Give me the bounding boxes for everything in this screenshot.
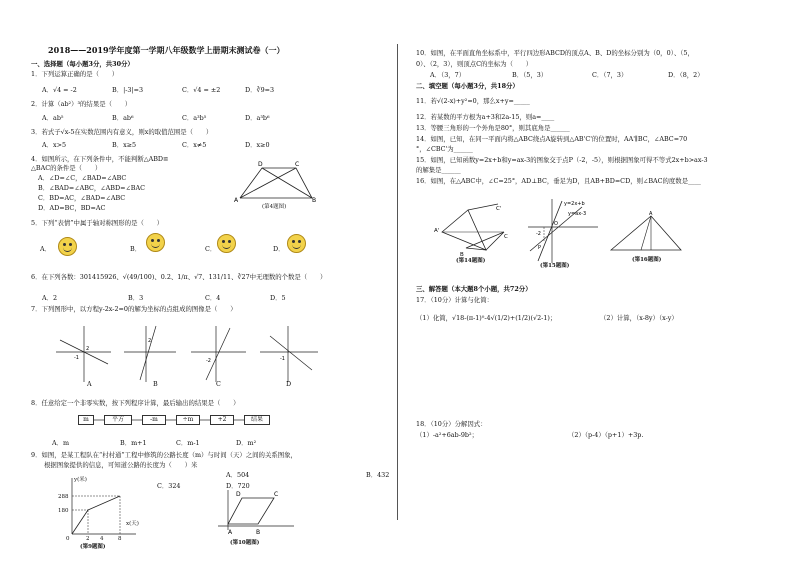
q6-option-a: A．2 xyxy=(42,294,58,302)
section-3-heading: 三、解答题（本大题8个小题，共72分） xyxy=(416,285,532,293)
q3-option-a: A．x>5 xyxy=(42,141,67,149)
q10-option-a: A．（3，7） xyxy=(430,71,466,79)
svg-text:y=2x+b: y=2x+b xyxy=(564,201,585,207)
q9-caption: (第9题图) xyxy=(80,544,106,550)
question-14: 14．如图，已知，在同一平面内将△ABC绕点A旋转到△AB'C'的位置时，AA'∥BC，∠ABC=70 xyxy=(416,135,688,143)
svg-text:B: B xyxy=(460,252,464,258)
svg-text:A': A' xyxy=(434,228,440,234)
svg-text:B: B xyxy=(312,197,317,204)
q18-part-1: （1）-a²+6ab-9b²； xyxy=(416,431,478,439)
q2-option-c: C．a³b⁵ xyxy=(182,114,207,122)
q16-figure xyxy=(605,210,685,256)
smiley-face-b-icon xyxy=(146,233,165,252)
question-12: 12．若某数的平方根为a+3和2a-15，则a=____ xyxy=(416,113,555,121)
svg-text:-2: -2 xyxy=(206,358,211,364)
q9-graph xyxy=(58,474,140,542)
svg-text:-1: -1 xyxy=(74,355,79,361)
q9-tick-0: 0 xyxy=(66,536,70,542)
q5-option-a: A． xyxy=(40,245,52,253)
question-4-cont: △BAC的条件是（ ） xyxy=(31,164,102,172)
svg-text:A: A xyxy=(234,197,239,204)
q5-option-b: B． xyxy=(130,245,142,253)
q18-part-2: （2）（p-4）（p+1）+3p. xyxy=(568,431,644,439)
question-15: 15．如图，已知函数y=2x+b和y=ax-3的图象交于点P（-2，-5），则根据图象可得不等式2x+b>ax-3 xyxy=(416,156,708,164)
svg-text:B: B xyxy=(256,529,261,536)
flow-step-result: 结果 xyxy=(244,415,270,425)
q9-option-d: D．720 xyxy=(226,482,250,490)
question-4: 4．如图所示，在下列条件中，不能判断△ABD≌ xyxy=(31,155,169,163)
question-10: 10．如图，在平面直角坐标系中，平行四边形ABCD的顶点A、B、D的坐标分别为（0，0）、（5， xyxy=(416,49,694,57)
q1-option-b: B．|-3|=3 xyxy=(112,86,144,94)
q2-option-b: B．ab⁶ xyxy=(112,114,134,122)
question-15-cont: 的解集是______ xyxy=(416,166,461,174)
q7-label-b: B xyxy=(153,380,158,388)
q5-option-c: C． xyxy=(205,245,217,253)
question-6: 6．在下列各数：301415926、√(49/100)、0.2、1/π、√7、131/11、∛27中无理数的个数是（ ） xyxy=(31,273,327,281)
q7-graph-b xyxy=(124,326,176,382)
q10-caption: (第10题图) xyxy=(230,540,260,546)
q8-option-a: A．m xyxy=(52,439,70,447)
q4-option-b: B．∠BAD=∠ABC，∠ABD=∠BAC xyxy=(38,184,145,192)
q7-label-d: D xyxy=(286,380,292,388)
q4-option-c: C．BD=AC，∠BAD=∠ABC xyxy=(38,194,126,202)
svg-text:P: P xyxy=(538,245,542,251)
q17-part-1: （1）化简，√18-(π-1)⁰-4√(1/2)+(1/2)(√2-1)； xyxy=(416,314,557,322)
question-5: 5．下列“表情”中属于轴对称图形的是（ ） xyxy=(31,219,164,227)
question-1: 1．下列运算正确的是（ ） xyxy=(31,70,119,78)
q2-option-a: A．ab⁵ xyxy=(42,114,64,122)
question-16: 16．如图，在△ABC中，∠C=25°，AD⊥BC，垂足为D，且AB+BD=CD，则∠BAC的度数是____ xyxy=(416,177,701,185)
section-2-heading: 二、填空题（每小题3分，共18分） xyxy=(416,82,519,90)
svg-text:C: C xyxy=(274,491,279,498)
q6-option-d: D．5 xyxy=(270,294,286,302)
svg-text:A: A xyxy=(649,211,653,217)
question-18: 18．（10分）分解因式： xyxy=(416,420,487,428)
svg-text:2: 2 xyxy=(148,338,152,344)
svg-text:C: C xyxy=(504,234,508,240)
question-3: 3．若式子√x-5在实数范围内有意义，则x的取值范围是（ ） xyxy=(31,128,213,136)
svg-text:-1: -1 xyxy=(280,356,285,362)
question-14-cont: °，∠CBC'为______ xyxy=(416,145,473,153)
q7-label-a: A xyxy=(87,380,92,388)
flow-step-square: 平方 xyxy=(104,415,132,425)
q3-option-c: C．x≠5 xyxy=(182,141,207,149)
svg-text:2: 2 xyxy=(86,346,90,352)
q3-option-d: D．x≥0 xyxy=(245,141,270,149)
smiley-face-d-icon xyxy=(287,234,306,253)
question-7: 7．下列图形中，以方程y-2x-2=0的解为坐标的点组成的图像是（ ） xyxy=(31,305,237,313)
q2-option-d: D．a³b⁶ xyxy=(245,114,270,122)
smiley-face-c-icon xyxy=(217,234,236,253)
q16-caption: (第16题图) xyxy=(632,257,662,263)
q4-option-d: D．AD=BC，BD=AC xyxy=(38,204,106,212)
q6-option-b: B．3 xyxy=(128,294,144,302)
flow-step-divide-m: ÷m xyxy=(176,415,200,425)
question-10-cont: 0）、（2，3），则顶点C的坐标为（ ） xyxy=(416,60,533,68)
smiley-face-a-icon xyxy=(58,237,77,256)
svg-text:O: O xyxy=(554,221,558,227)
q7-label-c: C xyxy=(216,380,221,388)
q5-option-d: D． xyxy=(273,245,285,253)
q8-option-d: D．m² xyxy=(236,439,257,447)
q4-caption: (第4题图) xyxy=(262,204,287,210)
q10-option-c: C．（7，3） xyxy=(592,71,628,79)
q10-option-d: D．（8，2） xyxy=(668,71,704,79)
svg-text:D: D xyxy=(258,161,263,168)
q9-tick-4: 4 xyxy=(100,536,104,542)
q4-option-a: A．∠D=∠C，∠BAD=∠ABC xyxy=(38,174,127,182)
svg-text:-2: -2 xyxy=(536,231,541,237)
exam-title: 2018——2019学年度第一学期八年级数学上册期末测试卷（一） xyxy=(48,45,285,55)
question-11: 11．若√(2-x)+y²=0，那么x+y=_____ xyxy=(416,97,530,105)
q17-part-2: （2）计算，（x-8y）（x-y） xyxy=(600,314,678,322)
q8-option-c: C．m-1 xyxy=(176,439,200,447)
q9-y-axis-label: y(米) xyxy=(74,477,87,483)
q9-option-a: A．504 xyxy=(226,471,250,479)
q14-figure xyxy=(430,202,520,262)
q9-tick-2: 2 xyxy=(86,536,90,542)
q9-tick-8: 8 xyxy=(118,536,122,542)
flow-step-m: m xyxy=(78,415,94,425)
q1-option-d: D．∛9=3 xyxy=(245,86,275,94)
q8-option-b: B．m+1 xyxy=(120,439,147,447)
question-8: 8．任意给定一个非零实数，按下列程序计算，最后输出的结果是（ ） xyxy=(31,399,240,407)
question-13: 13．等腰三角形的一个外角是80°，则其底角是______ xyxy=(416,124,570,132)
q9-option-b: B．432 xyxy=(366,471,390,479)
q15-figure xyxy=(522,197,602,265)
flow-step-minus-m: -m xyxy=(142,415,166,425)
svg-text:A: A xyxy=(228,529,233,536)
q6-option-c: C．4 xyxy=(205,294,221,302)
question-2: 2．计算（ab²）³的结果是（ ） xyxy=(31,100,132,108)
q7-graph-c xyxy=(191,326,246,382)
q3-option-b: B．x≥5 xyxy=(112,141,137,149)
svg-text:y=ax-3: y=ax-3 xyxy=(568,211,587,217)
q9-x-axis-label: x(天) xyxy=(126,521,139,527)
question-17: 17．（10分）计算与化简： xyxy=(416,296,493,304)
svg-text:C: C xyxy=(295,161,300,168)
question-9: 9．如图，是某工程队在“村村通”工程中修筑的公路长度（m）与时间（天）之间的关系图象， xyxy=(31,451,297,459)
q9-tick-180: 180 xyxy=(58,508,69,514)
q10-figure xyxy=(210,488,296,538)
q7-graph-d xyxy=(260,326,318,382)
svg-text:D: D xyxy=(236,491,241,498)
q1-option-a: A．√4 = -2 xyxy=(42,86,77,94)
question-9-cont: 根据图象提供的信息，可知道公路的长度为（ ）米 xyxy=(44,461,198,469)
q1-option-c: C．√4 = ±2 xyxy=(182,86,221,94)
q9-option-c: C．324 xyxy=(157,482,181,490)
svg-text:C': C' xyxy=(496,206,502,212)
q9-tick-288: 288 xyxy=(58,494,69,500)
flow-step-plus-2: +2 xyxy=(210,415,234,425)
q14-caption: (第14题图) xyxy=(456,258,486,264)
section-1-heading: 一、选择题（每小题3分，共30分） xyxy=(31,60,134,68)
q10-option-b: B．（5，3） xyxy=(512,71,548,79)
column-divider xyxy=(397,44,398,520)
q15-caption: (第15题图) xyxy=(540,263,570,269)
q7-graph-a xyxy=(56,326,111,382)
q4-figure xyxy=(232,158,322,208)
